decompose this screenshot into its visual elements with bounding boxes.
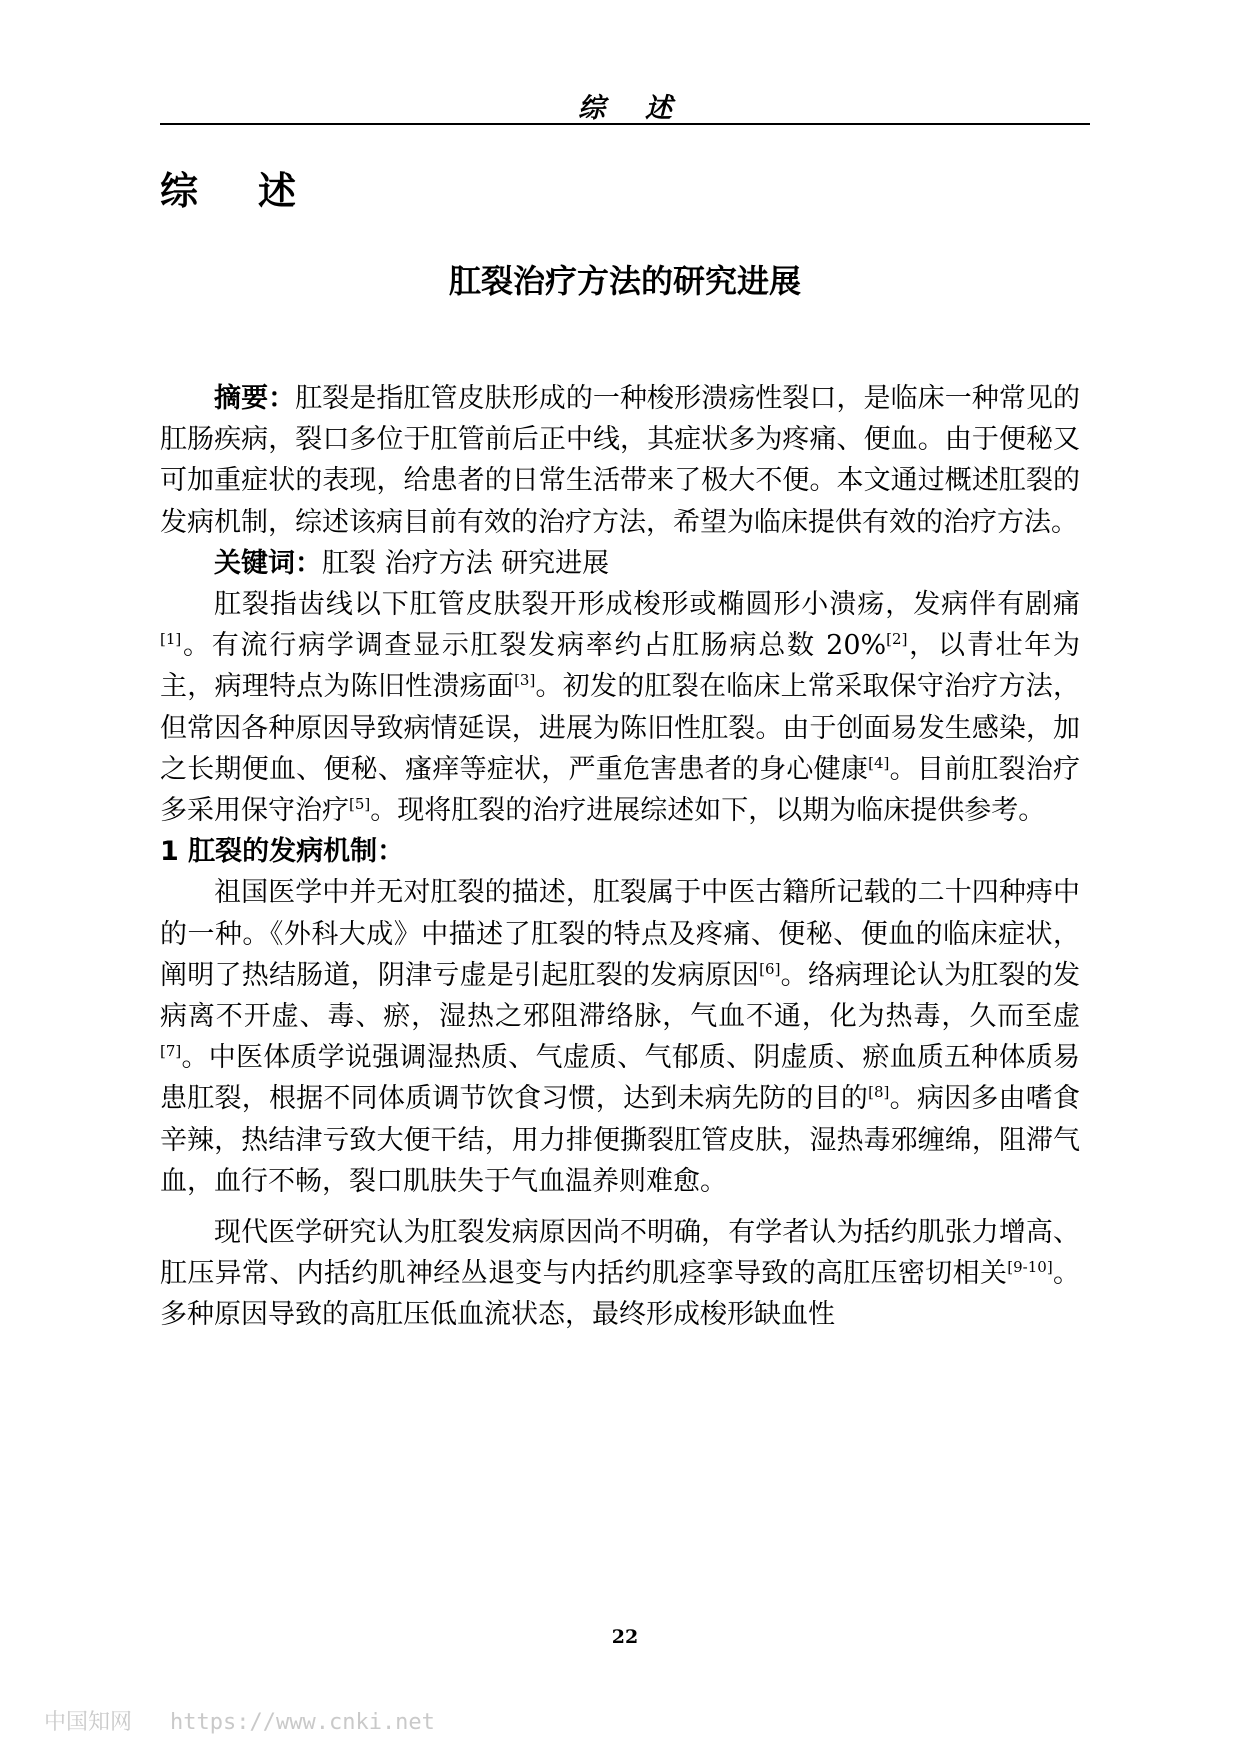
citation: [9-10] — [1007, 1258, 1053, 1277]
body-text-run: 现代医学研究认为肛裂发病原因尚不明确，有学者认为括约肌张力增高、肛压异常、内括约肌神经丛退变与内括约肌痉挛导致的高肛压密切相关 — [160, 1217, 1080, 1290]
body-text-run: 。络病理论认为肛裂的发病离不开虚、毒、瘀，湿热之邪阻滞络脉，气血不通，化为热毒，久而至虚 — [160, 959, 1081, 1033]
section1-paragraph-2 — [160, 1212, 1080, 1336]
keywords-paragraph — [160, 543, 1080, 584]
citation: [6] — [759, 959, 781, 978]
citation: [2] — [886, 630, 908, 649]
cnki-watermark — [44, 1705, 435, 1736]
body-text-run: 。中医体质学说强调湿热质、气虚质、气郁质、阴虚质、瘀血质五种体质易患肛裂，根据不同体质调节饮食习惯，达到未病先防的目的 — [160, 1042, 1080, 1115]
body-text-run: 。有流行病学调查显示肛裂发病率约占肛肠病总数 20% — [181, 630, 887, 662]
citation: [7] — [160, 1042, 182, 1061]
body-text-run: 。病因多由嗜食辛辣，热结津亏致大便干结，用力排便撕裂肛管皮肤，湿热毒邪缠绵，阻滞气血，血行不畅，裂口肌肤失于气血温养则难愈。 — [160, 1083, 1081, 1197]
body-text-run: 。目前肛裂治疗多采用保守治疗 — [160, 753, 1081, 827]
section1-paragraph-1 — [160, 872, 1080, 1202]
watermark-name: 中国知网 — [44, 1710, 133, 1735]
body-text-run: 祖国医学中并无对肛裂的描述，肛裂属于中医古籍所记载的二十四种痔中的一种。《外科大成》中描述了肛裂的特点及疼痛、便秘、便血的临床症状，阐明了热结肠道，阴津亏虚是引起肛裂的发病原因 — [160, 877, 1080, 991]
body-text-run: 肛裂指齿线以下肛管皮肤裂开形成梭形或椭圆形小溃疡，发病伴有剧痛 — [214, 589, 1080, 621]
citation: [1] — [160, 630, 182, 649]
body-text-run: 。初发的肛裂在临床上常采取保守治疗方法，但常因各种原因导致病情延误，进展为陈旧性肛裂。由于创面易发生感染，加之长期便血、便秘、瘙痒等症状，严重危害患者的身心健康 — [160, 671, 1081, 785]
citation: [3] — [514, 671, 536, 690]
citation: [5] — [349, 795, 371, 814]
keywords-label: 关键词： — [214, 547, 322, 579]
article-title: 肛裂治疗方法的研究进展 — [448, 262, 801, 300]
watermark-url: https://www.cnki.net — [170, 1710, 435, 1735]
article-body — [160, 378, 1080, 1336]
header-rule — [160, 123, 1090, 125]
section-label: 综述 — [160, 169, 357, 213]
body-text-run: ，以青壮年为主，病理特点为陈旧性溃疡面 — [160, 630, 1081, 703]
abstract-paragraph — [160, 378, 1080, 543]
abstract-label: 摘要： — [214, 383, 296, 414]
body-text-run: 。现将肛裂的治疗进展综述如下，以期为临床提供参考。 — [370, 795, 1046, 827]
body-text-run: 。多种原因导致的高肛压低血流状态，最终形成梭形缺血性 — [160, 1258, 1081, 1331]
citation: [4] — [868, 753, 890, 772]
section-heading: 1 肛裂的发病机制： — [160, 836, 405, 868]
abstract-text: 肛裂是指肛管皮肤形成的一种梭形溃疡性裂口，是临床一种常见的肛肠疾病，裂口多位于肛管前后正中线，其症状多为疼痛、便血。由于便秘又可加重症状的表现，给患者的日常生活带来了极大不便。本文通过概述肛裂的发病机制，综述该病目前有效的治疗方法，希望为临床提供有效的治疗方法。 — [160, 383, 1081, 538]
running-header: 综述 — [578, 93, 712, 124]
intro-paragraph — [160, 584, 1080, 831]
keywords-text: 肛裂 治疗方法 研究进展 — [322, 547, 610, 579]
citation: [8] — [868, 1083, 890, 1102]
page-number: 22 — [611, 1626, 639, 1648]
